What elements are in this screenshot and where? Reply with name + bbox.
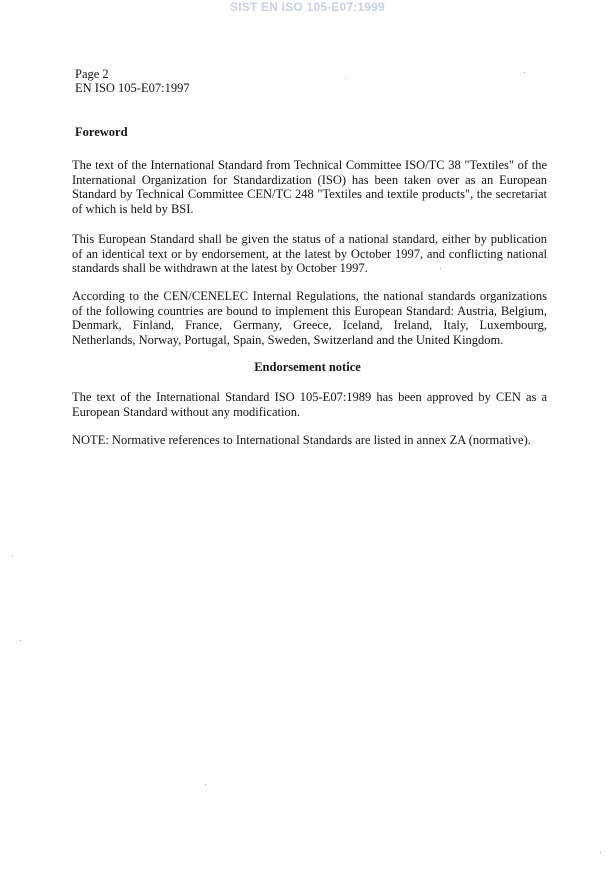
scan-speck bbox=[440, 268, 441, 269]
scan-speck bbox=[345, 78, 346, 79]
foreword-heading: Foreword bbox=[75, 125, 128, 139]
scan-speck bbox=[12, 555, 13, 556]
normative-note: NOTE: Normative references to International Standards are listed in annex ZA (normative). bbox=[72, 433, 531, 447]
scan-speck bbox=[205, 784, 206, 785]
watermark: SIST EN ISO 105-E07:1999 bbox=[230, 0, 385, 14]
scan-speck bbox=[600, 852, 601, 853]
document-id: EN ISO 105-E07:1997 bbox=[75, 81, 190, 95]
foreword-paragraph-3: According to the CEN/CENELEC Internal Regulations, the national standards organizations of the following countries are bound to implement this European Standard: Austria, Belgium, Denmark, Finland, France, Germany, Greece, Iceland, Ireland, Italy, Luxembourg, Netherlands, Norway, Portugal, Spain, Sweden, Switzerland and the United Kingdom. bbox=[72, 289, 547, 347]
page-number: Page 2 bbox=[75, 67, 109, 81]
foreword-paragraph-2: This European Standard shall be given the status of a national standard, either by publication of an identical text or by endorsement, at the latest by October 1997, and conflicting national standards shall be withdrawn at the latest by October 1997. bbox=[72, 232, 547, 275]
scan-speck bbox=[20, 640, 21, 641]
endorsement-heading: Endorsement notice bbox=[254, 360, 361, 374]
page-header bbox=[75, 67, 190, 95]
scan-speck bbox=[524, 72, 525, 73]
foreword-paragraph-1: The text of the International Standard from Technical Committee ISO/TC 38 "Textiles" of the International Organization for Standardization (ISO) has been taken over as an European Standard by Technical Committee CEN/TC 248 "Textiles and textile products", the secretariat of which is held by BSI. bbox=[72, 158, 547, 216]
endorsement-paragraph: The text of the International Standard ISO 105-E07:1989 has been approved by CEN as a European Standard without any modification. bbox=[72, 390, 547, 419]
